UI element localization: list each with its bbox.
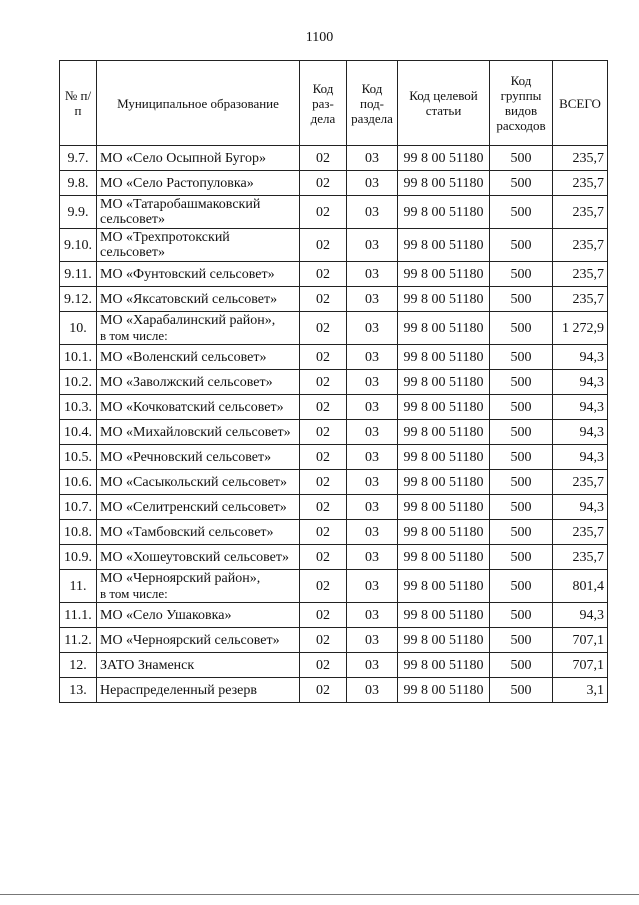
expense-group-code-cell: 500 [490,495,553,520]
municipality-name-cell [97,445,300,470]
subsection-code-cell: 03 [347,146,398,171]
target-code-cell: 99 8 00 51180 [398,312,490,345]
subsection-code-cell: 03 [347,545,398,570]
footer-divider [0,894,639,895]
municipality-name-cell [97,395,300,420]
table-row [60,171,608,196]
target-code-cell: 99 8 00 51180 [398,196,490,229]
row-number-cell: 9.8. [60,171,97,196]
row-number-cell: 10. [60,312,97,345]
table-row [60,370,608,395]
expense-group-code-cell: 500 [490,229,553,262]
section-code-cell: 02 [300,345,347,370]
subsection-code-cell: 03 [347,628,398,653]
table-row [60,262,608,287]
municipality-name-cell [97,470,300,495]
section-code-cell: 02 [300,146,347,171]
subsection-code-cell: 03 [347,445,398,470]
municipality-name-cell [97,262,300,287]
table-row [60,570,608,603]
table-row [60,312,608,345]
municipality-name-cell [97,287,300,312]
total-amount-cell: 235,7 [553,545,608,570]
municipality-name: МО «Черноярский сельсовет» [100,632,280,648]
subsection-code-cell: 03 [347,229,398,262]
expense-group-code-cell: 500 [490,262,553,287]
subsection-code-cell: 03 [347,653,398,678]
subsection-code-cell: 03 [347,570,398,603]
table-row [60,470,608,495]
target-code-cell: 99 8 00 51180 [398,678,490,703]
table-row [60,628,608,653]
budget-table [59,60,608,703]
municipality-name-cell [97,370,300,395]
municipality-name: ЗАТО Знаменск [100,657,195,673]
expense-group-code-cell: 500 [490,628,553,653]
row-number-cell: 13. [60,678,97,703]
expense-group-code-cell: 500 [490,196,553,229]
municipality-name: МО «Село Осыпной Бугор» [100,150,267,166]
target-code-cell: 99 8 00 51180 [398,229,490,262]
row-number-cell: 9.9. [60,196,97,229]
header-total: ВСЕГО [553,61,608,146]
total-amount-cell: 801,4 [553,570,608,603]
table-row [60,445,608,470]
table-row [60,495,608,520]
row-number-cell: 10.4. [60,420,97,445]
municipality-name-cell [97,312,300,345]
target-code-cell: 99 8 00 51180 [398,262,490,287]
expense-group-code-cell: 500 [490,445,553,470]
table-row [60,395,608,420]
municipality-name: МО «Заволжский сельсовет» [100,374,273,390]
row-number-cell: 12. [60,653,97,678]
target-code-cell: 99 8 00 51180 [398,345,490,370]
municipality-name-cell [97,229,300,262]
total-amount-cell: 94,3 [553,395,608,420]
section-code-cell: 02 [300,262,347,287]
municipality-name-cell [97,146,300,171]
target-code-cell: 99 8 00 51180 [398,653,490,678]
subsection-code-cell: 03 [347,312,398,345]
section-code-cell: 02 [300,312,347,345]
header-num: № п/п [60,61,97,146]
municipality-name: МО «Селитренский сельсовет» [100,499,287,515]
subsection-code-cell: 03 [347,495,398,520]
municipality-name: МО «Фунтовский сельсовет» [100,266,275,282]
target-code-cell: 99 8 00 51180 [398,420,490,445]
subsection-code-cell: 03 [347,370,398,395]
table-row [60,520,608,545]
section-code-cell: 02 [300,287,347,312]
total-amount-cell: 94,3 [553,495,608,520]
expense-group-code-cell: 500 [490,395,553,420]
section-code-cell: 02 [300,570,347,603]
table-row [60,229,608,262]
header-expense: Код группы видов расходов [490,61,553,146]
row-number-cell: 10.2. [60,370,97,395]
expense-group-code-cell: 500 [490,370,553,395]
total-amount-cell: 94,3 [553,370,608,395]
total-amount-cell: 3,1 [553,678,608,703]
municipality-name-cell [97,420,300,445]
table-row [60,653,608,678]
table-row [60,420,608,445]
municipality-name: МО «Речновский сельсовет» [100,449,272,465]
section-code-cell: 02 [300,545,347,570]
expense-group-code-cell: 500 [490,545,553,570]
expense-group-code-cell: 500 [490,653,553,678]
row-number-cell: 9.12. [60,287,97,312]
total-amount-cell: 235,7 [553,146,608,171]
municipality-subnote: в том числе: [100,328,168,343]
subsection-code-cell: 03 [347,470,398,495]
total-amount-cell: 235,7 [553,520,608,545]
target-code-cell: 99 8 00 51180 [398,370,490,395]
subsection-code-cell: 03 [347,196,398,229]
section-code-cell: 02 [300,395,347,420]
header-section: Код раз- дела [300,61,347,146]
municipality-name: МО «Село Растопуловка» [100,175,254,191]
subsection-code-cell: 03 [347,345,398,370]
expense-group-code-cell: 500 [490,171,553,196]
expense-group-code-cell: 500 [490,146,553,171]
row-number-cell: 11.1. [60,603,97,628]
section-code-cell: 02 [300,420,347,445]
expense-group-code-cell: 500 [490,678,553,703]
municipality-name-cell [97,520,300,545]
row-number-cell: 10.6. [60,470,97,495]
row-number-cell: 9.7. [60,146,97,171]
municipality-name-cell [97,495,300,520]
total-amount-cell: 94,3 [553,603,608,628]
table-row [60,146,608,171]
expense-group-code-cell: 500 [490,420,553,445]
total-amount-cell: 235,7 [553,229,608,262]
total-amount-cell: 235,7 [553,171,608,196]
municipality-name-cell [97,653,300,678]
section-code-cell: 02 [300,653,347,678]
target-code-cell: 99 8 00 51180 [398,570,490,603]
municipality-name: МО «Воленский сельсовет» [100,349,267,365]
target-code-cell: 99 8 00 51180 [398,628,490,653]
header-row [60,61,608,146]
total-amount-cell: 94,3 [553,345,608,370]
total-amount-cell: 707,1 [553,653,608,678]
row-number-cell: 10.3. [60,395,97,420]
table-row [60,603,608,628]
subsection-code-cell: 03 [347,420,398,445]
municipality-name: МО «Яксатовский сельсовет» [100,291,278,307]
municipality-name: МО «Харабалинский район», [100,313,276,328]
section-code-cell: 02 [300,495,347,520]
total-amount-cell: 707,1 [553,628,608,653]
table-row [60,196,608,229]
section-code-cell: 02 [300,603,347,628]
row-number-cell: 9.10. [60,229,97,262]
section-code-cell: 02 [300,370,347,395]
target-code-cell: 99 8 00 51180 [398,146,490,171]
header-subsection: Код под- раздела [347,61,398,146]
subsection-code-cell: 03 [347,603,398,628]
target-code-cell: 99 8 00 51180 [398,520,490,545]
subsection-code-cell: 03 [347,287,398,312]
municipality-name-cell [97,628,300,653]
expense-group-code-cell: 500 [490,287,553,312]
target-code-cell: 99 8 00 51180 [398,395,490,420]
total-amount-cell: 235,7 [553,196,608,229]
subsection-code-cell: 03 [347,171,398,196]
target-code-cell: 99 8 00 51180 [398,495,490,520]
section-code-cell: 02 [300,229,347,262]
total-amount-cell: 94,3 [553,420,608,445]
section-code-cell: 02 [300,520,347,545]
municipality-name-cell [97,345,300,370]
municipality-name: МО «Черноярский район», [100,571,261,586]
subsection-code-cell: 03 [347,395,398,420]
page-number: 1100 [305,30,334,45]
expense-group-code-cell: 500 [490,603,553,628]
row-number-cell: 9.11. [60,262,97,287]
municipality-name: МО «Сасыкольский сельсовет» [100,474,288,490]
section-code-cell: 02 [300,171,347,196]
table-row [60,345,608,370]
municipality-name-cell [97,171,300,196]
subsection-code-cell: 03 [347,678,398,703]
expense-group-code-cell: 500 [490,345,553,370]
total-amount-cell: 1 272,9 [553,312,608,345]
expense-group-code-cell: 500 [490,520,553,545]
target-code-cell: 99 8 00 51180 [398,171,490,196]
municipality-name: МО «Кочковатский сельсовет» [100,399,284,415]
subsection-code-cell: 03 [347,262,398,287]
row-number-cell: 10.1. [60,345,97,370]
header-name: Муниципальное образование [97,61,300,146]
municipality-name: Нераспределенный резерв [100,682,257,698]
row-number-cell: 10.5. [60,445,97,470]
section-code-cell: 02 [300,196,347,229]
section-code-cell: 02 [300,470,347,495]
table-row [60,287,608,312]
expense-group-code-cell: 500 [490,312,553,345]
table-row [60,545,608,570]
table-body [60,146,608,703]
header-target: Код целевой статьи [398,61,490,146]
subsection-code-cell: 03 [347,520,398,545]
expense-group-code-cell: 500 [490,570,553,603]
municipality-name-cell [97,603,300,628]
row-number-cell: 10.7. [60,495,97,520]
section-code-cell: 02 [300,445,347,470]
section-code-cell: 02 [300,628,347,653]
municipality-subnote: в том числе: [100,586,168,601]
target-code-cell: 99 8 00 51180 [398,603,490,628]
total-amount-cell: 94,3 [553,445,608,470]
row-number-cell: 11.2. [60,628,97,653]
municipality-name: МО «Тамбовский сельсовет» [100,524,274,540]
municipality-name: МО «Татаробашмаковский сельсовет» [100,197,261,227]
municipality-name-cell [97,570,300,603]
table-row [60,678,608,703]
target-code-cell: 99 8 00 51180 [398,287,490,312]
section-code-cell: 02 [300,678,347,703]
total-amount-cell: 235,7 [553,262,608,287]
target-code-cell: 99 8 00 51180 [398,545,490,570]
total-amount-cell: 235,7 [553,470,608,495]
row-number-cell: 11. [60,570,97,603]
municipality-name: МО «Хошеутовский сельсовет» [100,549,289,565]
row-number-cell: 10.9. [60,545,97,570]
municipality-name: МО «Михайловский сельсовет» [100,424,291,440]
row-number-cell: 10.8. [60,520,97,545]
municipality-name: МО «Трехпротокский сельсовет» [100,230,230,260]
target-code-cell: 99 8 00 51180 [398,470,490,495]
municipality-name: МО «Село Ушаковка» [100,607,232,623]
total-amount-cell: 235,7 [553,287,608,312]
municipality-name-cell [97,545,300,570]
municipality-name-cell [97,196,300,229]
target-code-cell: 99 8 00 51180 [398,445,490,470]
municipality-name-cell [97,678,300,703]
expense-group-code-cell: 500 [490,470,553,495]
